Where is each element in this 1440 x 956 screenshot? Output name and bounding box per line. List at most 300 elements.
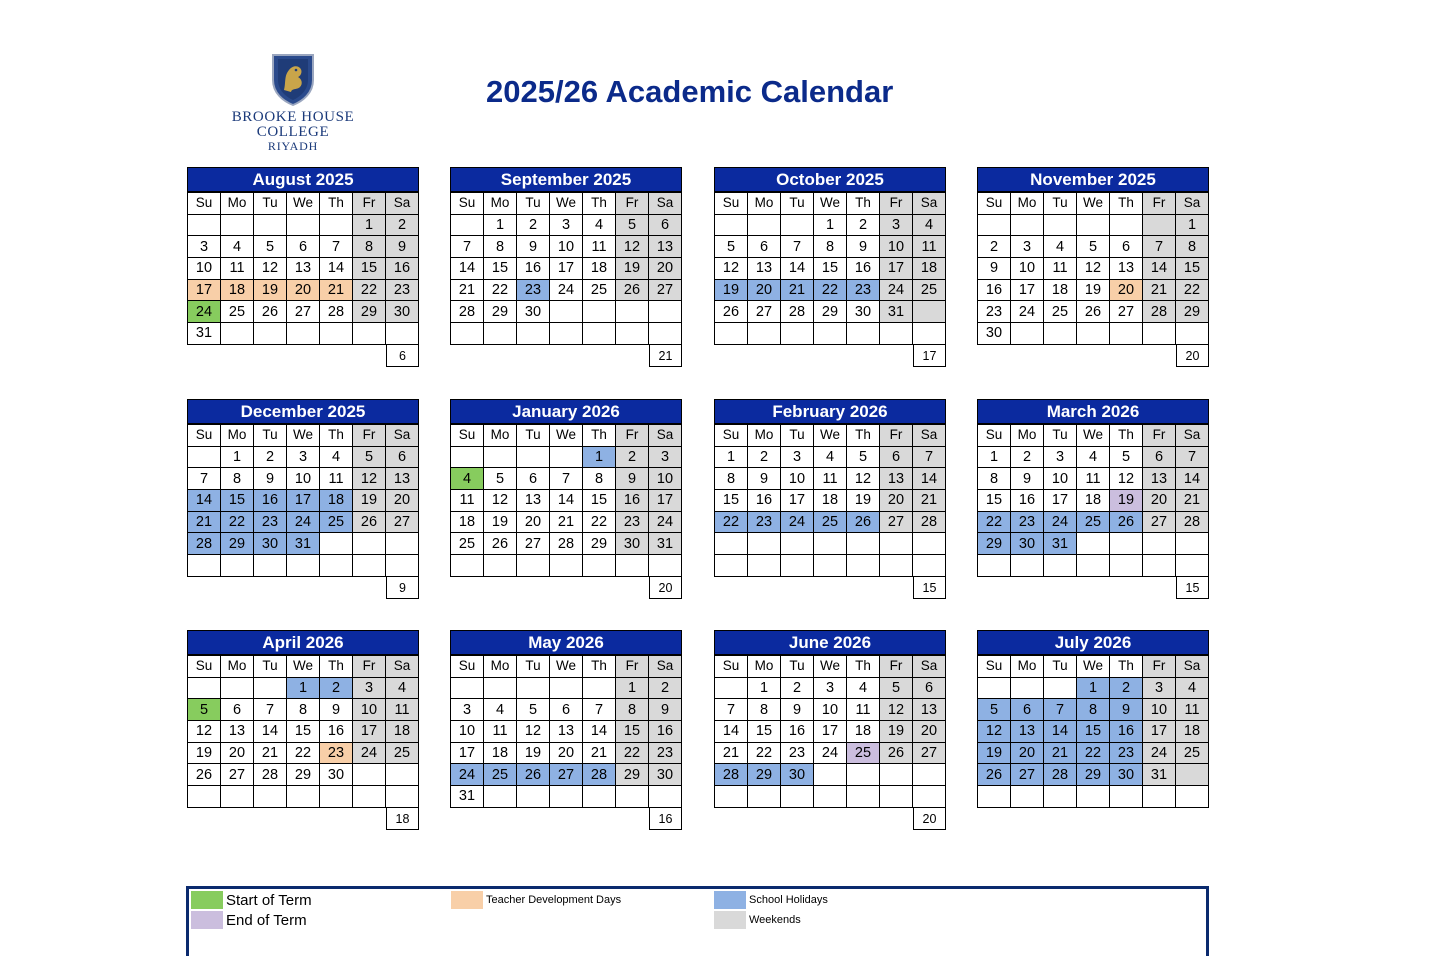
day-cell: 9 — [1110, 699, 1143, 721]
day-cell: 6 — [221, 699, 254, 721]
day-cell: 29 — [287, 764, 320, 786]
day-cell: 27 — [287, 301, 320, 323]
day-cell: 20 — [913, 721, 946, 743]
day-name: Fr — [880, 193, 913, 215]
day-name: Sa — [386, 193, 419, 215]
empty-cell — [386, 764, 419, 786]
day-cell: 25 — [386, 742, 419, 764]
day-cell: 28 — [583, 764, 616, 786]
day-cell: 3 — [353, 677, 386, 699]
day-cell: 25 — [451, 533, 484, 555]
month-table — [187, 655, 419, 808]
month-calendar — [714, 399, 946, 595]
day-cell: 11 — [1044, 258, 1077, 280]
day-cell: 14 — [188, 490, 221, 512]
day-cell: 27 — [1011, 764, 1044, 786]
day-cell: 2 — [386, 214, 419, 236]
day-cell: 3 — [781, 446, 814, 468]
day-cell: 27 — [221, 764, 254, 786]
empty-cell — [814, 786, 847, 808]
day-name: We — [287, 425, 320, 447]
day-cell: 5 — [517, 699, 550, 721]
day-cell: 21 — [913, 490, 946, 512]
day-cell: 18 — [847, 721, 880, 743]
day-name: We — [1077, 193, 1110, 215]
day-cell: 22 — [1077, 742, 1110, 764]
day-name: Tu — [254, 193, 287, 215]
empty-cell — [583, 323, 616, 345]
day-name: Th — [320, 656, 353, 678]
day-cell: 16 — [847, 258, 880, 280]
legend-start-of-term — [191, 891, 312, 909]
day-cell: 5 — [847, 446, 880, 468]
day-cell: 1 — [583, 446, 616, 468]
crest-icon — [270, 52, 316, 106]
empty-cell — [287, 323, 320, 345]
day-cell: 11 — [1077, 468, 1110, 490]
day-name: Su — [978, 656, 1011, 678]
empty-cell — [254, 677, 287, 699]
day-name: Mo — [748, 425, 781, 447]
empty-cell — [1044, 323, 1077, 345]
day-cell: 19 — [616, 258, 649, 280]
empty-cell — [781, 323, 814, 345]
day-cell: 10 — [1044, 468, 1077, 490]
day-cell: 4 — [221, 236, 254, 258]
empty-cell — [1143, 555, 1176, 577]
day-cell: 25 — [221, 301, 254, 323]
day-cell: 24 — [1011, 301, 1044, 323]
day-cell: 21 — [1044, 742, 1077, 764]
day-cell: 19 — [847, 490, 880, 512]
empty-cell — [748, 555, 781, 577]
empty-cell — [484, 786, 517, 808]
day-cell: 31 — [1044, 533, 1077, 555]
day-cell: 4 — [451, 468, 484, 490]
day-cell: 28 — [188, 533, 221, 555]
month-table — [450, 424, 682, 577]
day-name: We — [550, 656, 583, 678]
day-name: Tu — [781, 425, 814, 447]
day-cell: 30 — [616, 533, 649, 555]
empty-cell — [781, 533, 814, 555]
empty-cell — [188, 446, 221, 468]
day-cell: 18 — [583, 258, 616, 280]
empty-cell — [715, 214, 748, 236]
school-days-count: 21 — [649, 345, 682, 367]
empty-cell — [880, 764, 913, 786]
empty-cell — [649, 323, 682, 345]
empty-cell — [1044, 677, 1077, 699]
legend-label: End of Term — [226, 911, 307, 929]
day-cell: 13 — [386, 468, 419, 490]
legend-label: Teacher Development Days — [486, 894, 622, 906]
day-cell: 7 — [254, 699, 287, 721]
day-name: Tu — [1044, 425, 1077, 447]
day-cell: 25 — [1077, 511, 1110, 533]
day-cell: 31 — [1143, 764, 1176, 786]
day-name: We — [814, 425, 847, 447]
day-cell: 12 — [847, 468, 880, 490]
month-title: October 2025 — [714, 167, 946, 192]
day-cell: 12 — [484, 490, 517, 512]
day-cell: 2 — [1011, 446, 1044, 468]
school-days-count: 15 — [1176, 577, 1209, 599]
college-name: BROOKE HOUSE COLLEGE — [231, 109, 355, 140]
day-name: Su — [715, 425, 748, 447]
day-cell: 14 — [715, 721, 748, 743]
day-cell: 23 — [649, 742, 682, 764]
day-cell: 17 — [550, 258, 583, 280]
day-cell: 29 — [748, 764, 781, 786]
month-title: June 2026 — [714, 630, 946, 655]
day-cell: 30 — [978, 323, 1011, 345]
day-name: Su — [451, 656, 484, 678]
school-days-count: 18 — [386, 808, 419, 830]
day-cell: 22 — [221, 511, 254, 533]
month-table — [450, 655, 682, 808]
day-name: Su — [715, 656, 748, 678]
empty-cell — [748, 786, 781, 808]
day-cell: 15 — [353, 258, 386, 280]
day-cell: 13 — [649, 236, 682, 258]
day-cell: 12 — [353, 468, 386, 490]
empty-cell — [583, 301, 616, 323]
month-calendar — [714, 167, 946, 363]
empty-cell — [1176, 533, 1209, 555]
day-cell: 9 — [517, 236, 550, 258]
day-cell: 21 — [781, 279, 814, 301]
empty-cell — [616, 301, 649, 323]
day-cell: 4 — [814, 446, 847, 468]
day-cell: 21 — [320, 279, 353, 301]
day-cell: 15 — [1176, 258, 1209, 280]
day-cell: 5 — [616, 214, 649, 236]
day-cell: 12 — [254, 258, 287, 280]
day-cell: 31 — [188, 323, 221, 345]
day-name: We — [550, 193, 583, 215]
day-cell: 10 — [1143, 699, 1176, 721]
day-cell: 4 — [847, 677, 880, 699]
day-name: Fr — [616, 425, 649, 447]
empty-cell — [913, 555, 946, 577]
day-name: Sa — [913, 193, 946, 215]
day-cell: 30 — [254, 533, 287, 555]
day-name: Fr — [1143, 656, 1176, 678]
month-calendar — [977, 630, 1209, 808]
day-cell: 21 — [583, 742, 616, 764]
day-cell: 7 — [913, 446, 946, 468]
day-cell: 18 — [320, 490, 353, 512]
day-cell: 6 — [748, 236, 781, 258]
day-cell: 26 — [353, 511, 386, 533]
day-cell: 8 — [978, 468, 1011, 490]
day-cell: 10 — [781, 468, 814, 490]
day-cell: 15 — [287, 721, 320, 743]
empty-cell — [649, 555, 682, 577]
day-cell: 24 — [814, 742, 847, 764]
day-cell: 18 — [1044, 279, 1077, 301]
day-cell: 8 — [715, 468, 748, 490]
day-cell: 2 — [616, 446, 649, 468]
day-name: Fr — [616, 656, 649, 678]
end-of-term-swatch — [191, 911, 223, 929]
day-cell: 4 — [1176, 677, 1209, 699]
day-cell: 25 — [847, 742, 880, 764]
day-cell: 22 — [353, 279, 386, 301]
day-cell: 1 — [484, 214, 517, 236]
day-cell: 15 — [978, 490, 1011, 512]
day-cell: 25 — [913, 279, 946, 301]
empty-cell — [517, 677, 550, 699]
day-cell: 5 — [1077, 236, 1110, 258]
empty-cell — [913, 786, 946, 808]
day-cell: 29 — [1176, 301, 1209, 323]
month-table — [714, 655, 946, 808]
month-table — [714, 424, 946, 577]
day-cell: 7 — [583, 699, 616, 721]
legend-teacher-development — [451, 891, 621, 909]
empty-cell — [188, 786, 221, 808]
day-cell: 13 — [517, 490, 550, 512]
day-cell: 29 — [814, 301, 847, 323]
empty-cell — [320, 786, 353, 808]
empty-cell — [1044, 786, 1077, 808]
day-name: Sa — [649, 193, 682, 215]
month-calendar — [187, 167, 419, 363]
day-cell: 13 — [1011, 721, 1044, 743]
day-cell: 2 — [847, 214, 880, 236]
day-cell: 14 — [781, 258, 814, 280]
day-cell: 19 — [517, 742, 550, 764]
day-cell: 18 — [386, 721, 419, 743]
day-name: Mo — [1011, 193, 1044, 215]
day-name: Tu — [781, 656, 814, 678]
day-cell: 5 — [880, 677, 913, 699]
empty-cell — [287, 214, 320, 236]
day-cell: 16 — [320, 721, 353, 743]
empty-cell — [1110, 555, 1143, 577]
empty-cell — [1143, 214, 1176, 236]
day-cell: 9 — [847, 236, 880, 258]
day-name: Su — [978, 193, 1011, 215]
day-cell: 21 — [1143, 279, 1176, 301]
day-name: Su — [978, 425, 1011, 447]
day-cell: 6 — [517, 468, 550, 490]
day-cell: 5 — [978, 699, 1011, 721]
school-days-count: 20 — [1176, 345, 1209, 367]
empty-cell — [978, 786, 1011, 808]
day-cell: 3 — [188, 236, 221, 258]
school-days-count: 17 — [913, 345, 946, 367]
empty-cell — [616, 786, 649, 808]
day-cell: 3 — [1011, 236, 1044, 258]
day-cell: 26 — [1077, 301, 1110, 323]
start-of-term-swatch — [191, 891, 223, 909]
day-cell: 31 — [451, 786, 484, 808]
page-title: 2025/26 Academic Calendar — [486, 74, 894, 109]
empty-cell — [550, 323, 583, 345]
day-cell: 17 — [781, 490, 814, 512]
month-calendar — [187, 399, 419, 595]
empty-cell — [221, 786, 254, 808]
day-cell: 12 — [715, 258, 748, 280]
day-cell: 25 — [484, 764, 517, 786]
day-cell: 15 — [748, 721, 781, 743]
month-table — [977, 655, 1209, 808]
empty-cell — [188, 555, 221, 577]
day-cell: 27 — [880, 511, 913, 533]
day-cell: 15 — [814, 258, 847, 280]
empty-cell — [847, 555, 880, 577]
empty-cell — [847, 764, 880, 786]
day-cell: 27 — [550, 764, 583, 786]
day-cell: 20 — [386, 490, 419, 512]
day-cell: 30 — [1011, 533, 1044, 555]
day-cell: 3 — [1143, 677, 1176, 699]
day-cell: 23 — [847, 279, 880, 301]
day-name: Th — [847, 656, 880, 678]
day-cell: 14 — [583, 721, 616, 743]
day-cell: 23 — [1011, 511, 1044, 533]
empty-cell — [847, 323, 880, 345]
day-cell: 9 — [616, 468, 649, 490]
month-table — [187, 192, 419, 345]
day-cell: 17 — [287, 490, 320, 512]
day-cell: 24 — [880, 279, 913, 301]
day-cell: 7 — [781, 236, 814, 258]
day-cell: 22 — [978, 511, 1011, 533]
day-cell: 6 — [1110, 236, 1143, 258]
day-cell: 13 — [748, 258, 781, 280]
day-cell: 2 — [1110, 677, 1143, 699]
day-cell: 22 — [287, 742, 320, 764]
day-cell: 19 — [1110, 490, 1143, 512]
day-cell: 16 — [386, 258, 419, 280]
day-cell: 15 — [583, 490, 616, 512]
empty-cell — [814, 323, 847, 345]
empty-cell — [1110, 786, 1143, 808]
day-cell: 3 — [287, 446, 320, 468]
empty-cell — [880, 533, 913, 555]
day-cell: 12 — [1110, 468, 1143, 490]
empty-cell — [1176, 555, 1209, 577]
day-cell: 11 — [320, 468, 353, 490]
empty-cell — [814, 533, 847, 555]
empty-cell — [847, 786, 880, 808]
day-cell: 16 — [781, 721, 814, 743]
month-table — [977, 192, 1209, 345]
day-name: Sa — [386, 656, 419, 678]
empty-cell — [451, 446, 484, 468]
day-cell: 11 — [386, 699, 419, 721]
day-cell: 14 — [1044, 721, 1077, 743]
day-cell: 21 — [254, 742, 287, 764]
day-cell: 28 — [715, 764, 748, 786]
empty-cell — [1077, 214, 1110, 236]
day-cell: 22 — [616, 742, 649, 764]
day-name: We — [287, 193, 320, 215]
day-cell: 24 — [1044, 511, 1077, 533]
school-days-count: 16 — [649, 808, 682, 830]
empty-cell — [781, 214, 814, 236]
day-cell: 2 — [517, 214, 550, 236]
day-cell: 25 — [814, 511, 847, 533]
day-cell: 23 — [386, 279, 419, 301]
empty-cell — [221, 214, 254, 236]
day-cell: 10 — [188, 258, 221, 280]
day-name: We — [814, 193, 847, 215]
day-cell: 4 — [1044, 236, 1077, 258]
empty-cell — [517, 323, 550, 345]
day-cell: 2 — [320, 677, 353, 699]
day-name: Sa — [913, 425, 946, 447]
month-title: July 2026 — [977, 630, 1209, 655]
day-name: Mo — [1011, 656, 1044, 678]
day-cell: 1 — [353, 214, 386, 236]
empty-cell — [550, 555, 583, 577]
legend — [186, 886, 1209, 956]
empty-cell — [221, 323, 254, 345]
day-cell: 27 — [1143, 511, 1176, 533]
empty-cell — [978, 214, 1011, 236]
day-cell: 8 — [583, 468, 616, 490]
day-cell: 8 — [814, 236, 847, 258]
day-name: Th — [1110, 425, 1143, 447]
empty-cell — [550, 446, 583, 468]
day-cell: 9 — [781, 699, 814, 721]
month-calendar — [187, 630, 419, 826]
day-cell: 19 — [353, 490, 386, 512]
empty-cell — [353, 323, 386, 345]
day-cell: 26 — [254, 301, 287, 323]
day-cell: 28 — [781, 301, 814, 323]
empty-cell — [1044, 555, 1077, 577]
day-cell: 5 — [188, 699, 221, 721]
day-cell: 1 — [748, 677, 781, 699]
day-cell: 15 — [221, 490, 254, 512]
day-cell: 23 — [517, 279, 550, 301]
day-cell: 16 — [748, 490, 781, 512]
day-name: Mo — [221, 425, 254, 447]
day-cell: 1 — [1077, 677, 1110, 699]
day-cell: 6 — [287, 236, 320, 258]
day-cell: 13 — [1110, 258, 1143, 280]
empty-cell — [188, 677, 221, 699]
day-cell: 12 — [978, 721, 1011, 743]
empty-cell — [386, 786, 419, 808]
day-cell: 15 — [616, 721, 649, 743]
month-calendar — [450, 399, 682, 595]
day-cell: 30 — [781, 764, 814, 786]
empty-cell — [517, 555, 550, 577]
day-cell: 30 — [1110, 764, 1143, 786]
day-cell: 26 — [484, 533, 517, 555]
day-cell: 12 — [517, 721, 550, 743]
month-title: February 2026 — [714, 399, 946, 424]
day-name: Su — [188, 656, 221, 678]
day-cell: 29 — [583, 533, 616, 555]
day-cell: 4 — [583, 214, 616, 236]
empty-cell — [1077, 533, 1110, 555]
month-calendar — [450, 167, 682, 363]
day-cell: 7 — [188, 468, 221, 490]
day-name: Fr — [880, 425, 913, 447]
day-cell: 16 — [1110, 721, 1143, 743]
day-cell: 4 — [320, 446, 353, 468]
day-cell: 19 — [715, 279, 748, 301]
day-cell: 11 — [814, 468, 847, 490]
